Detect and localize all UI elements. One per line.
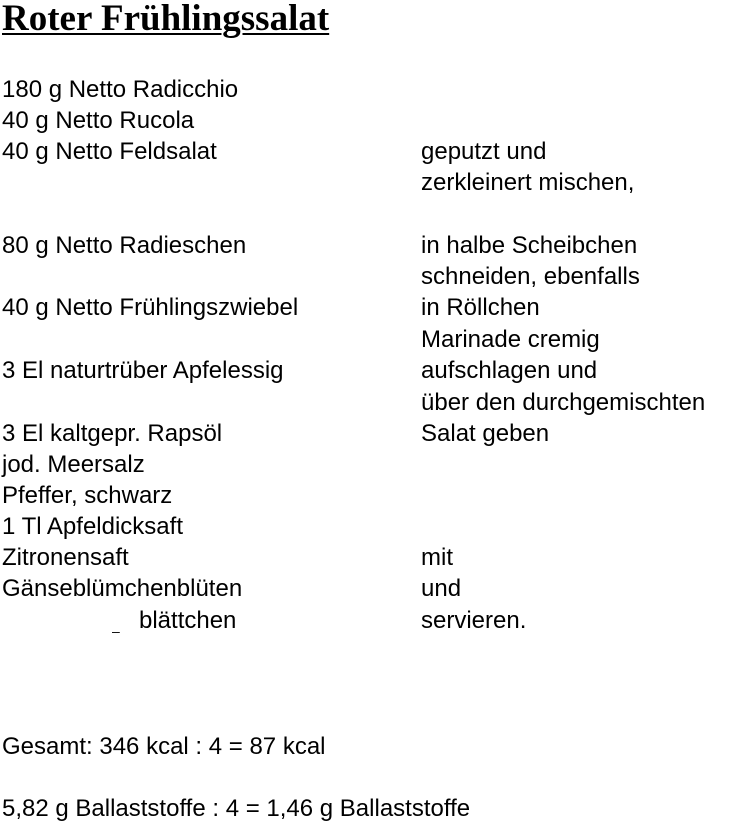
instruction-line: zerkleinert mischen, xyxy=(421,169,635,196)
ingredient-feldsalat: 40 g Netto Feldsalat xyxy=(2,138,217,165)
instruction-line: aufschlagen und xyxy=(421,357,598,384)
ingredient-rapsoel: 3 El kaltgepr. Rapsöl xyxy=(2,420,223,447)
instruction-line: schneiden, ebenfalls xyxy=(421,263,640,290)
ingredient-apfelessig: 3 El naturtrüber Apfelessig xyxy=(2,357,284,384)
ingredient-blaettchen: blättchen xyxy=(139,607,237,634)
ingredient-apfeldicksaft: 1 Tl Apfeldicksaft xyxy=(2,513,183,540)
instruction-line: Salat geben xyxy=(421,420,550,447)
fiber-summary: 5,82 g Ballaststoffe : 4 = 1,46 g Ballaststoffe xyxy=(2,795,471,822)
ingredient-gaensebluemchenblueten: Gänseblümchenblüten xyxy=(2,575,243,602)
ingredient-radicchio: 180 g Netto Radicchio xyxy=(2,76,239,103)
instruction-line: über den durchgemischten xyxy=(421,389,706,416)
instruction-line: mit xyxy=(421,544,453,571)
instruction-line: servieren. xyxy=(421,607,527,634)
ingredient-pfeffer: Pfeffer, schwarz xyxy=(2,482,173,509)
ingredient-rucola: 40 g Netto Rucola xyxy=(2,107,195,134)
continuation-dash: – xyxy=(112,623,120,639)
instruction-line: in halbe Scheibchen xyxy=(421,232,638,259)
instruction-line: in Röllchen xyxy=(421,294,540,321)
ingredient-fruehlingszwiebel: 40 g Netto Frühlingszwiebel xyxy=(2,294,299,321)
ingredient-meersalz: jod. Meersalz xyxy=(2,451,145,478)
ingredient-zitronensaft: Zitronensaft xyxy=(2,544,129,571)
recipe-title: Roter Frühlingssalat xyxy=(2,0,330,39)
ingredient-radieschen: 80 g Netto Radieschen xyxy=(2,232,247,259)
instruction-line: geputzt und xyxy=(421,138,547,165)
instruction-line: und xyxy=(421,575,462,602)
instruction-line: Marinade cremig xyxy=(421,326,600,353)
calorie-summary: Gesamt: 346 kcal : 4 = 87 kcal xyxy=(2,733,326,760)
